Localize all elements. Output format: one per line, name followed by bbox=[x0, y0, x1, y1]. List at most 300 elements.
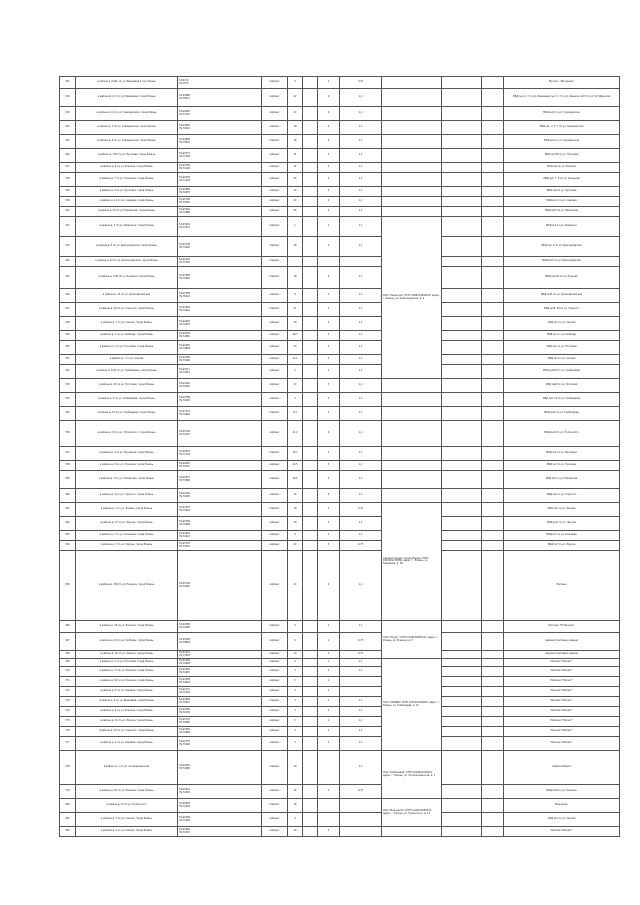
waste-source: МКД №9 по ул. Гражданская bbox=[504, 135, 620, 149]
container-count: 1 bbox=[318, 697, 340, 707]
blank-cell bbox=[482, 107, 504, 121]
latitude: 54.62240 bbox=[179, 381, 190, 385]
surface-type: асфальт bbox=[262, 163, 288, 173]
area-value: 17 bbox=[288, 303, 303, 317]
area-value: 10 bbox=[288, 541, 303, 551]
row-number: 362 bbox=[60, 517, 76, 531]
owner-info-empty bbox=[382, 471, 442, 489]
container-volume: 0,75 bbox=[340, 77, 382, 89]
latitude: 54.62712 bbox=[179, 717, 190, 721]
surface-type: асфальт bbox=[262, 531, 288, 541]
blank-cell bbox=[442, 659, 482, 667]
owner-info-empty bbox=[382, 187, 442, 197]
site-address: в районе д. 1 по ул. Сенная, город Рязань bbox=[76, 317, 178, 331]
area-value: 10 bbox=[288, 751, 303, 785]
latitude: 54.62280 bbox=[179, 658, 190, 662]
owner-info-empty bbox=[382, 447, 442, 461]
blank-cell bbox=[482, 317, 504, 331]
blank-cell bbox=[482, 89, 504, 107]
extra-value bbox=[303, 365, 318, 379]
extra-value bbox=[303, 421, 318, 447]
extra-value bbox=[303, 651, 318, 659]
waste-source: Хлебокомбинат bbox=[504, 751, 620, 785]
surface-type: асфальт bbox=[262, 813, 288, 827]
blank-cell bbox=[482, 737, 504, 751]
extra-value bbox=[303, 659, 318, 667]
blank-cell bbox=[482, 365, 504, 379]
longitude: 39.74612 bbox=[179, 370, 190, 374]
area-value: 1 bbox=[288, 217, 303, 237]
latitude: 54.62934 bbox=[179, 257, 190, 261]
table-row bbox=[60, 659, 620, 667]
container-volume: 1,1 bbox=[340, 163, 382, 173]
row-number: 356 bbox=[60, 421, 76, 447]
waste-source: МКД №2 по ул. Мусорная bbox=[504, 447, 620, 461]
latitude: 54.62458 bbox=[179, 667, 190, 671]
area-value: 14 bbox=[288, 107, 303, 121]
latitude: 54.62722 bbox=[179, 541, 190, 545]
row-number: 370 bbox=[60, 667, 76, 677]
container-volume: 1,1 bbox=[340, 365, 382, 379]
owner-info-empty bbox=[382, 121, 442, 135]
owner-info-empty bbox=[382, 173, 442, 187]
container-count: 3 bbox=[318, 331, 340, 341]
latitude: 54.62451 bbox=[179, 650, 190, 654]
owner-info-empty bbox=[382, 489, 442, 503]
waste-source: МКД №11 по ул. Садовая bbox=[504, 197, 620, 207]
container-volume: 1,1 bbox=[340, 407, 382, 421]
waste-source: МКД №7 по ул. Кольцова bbox=[504, 531, 620, 541]
table-row bbox=[60, 121, 620, 135]
area-value: 3 bbox=[288, 687, 303, 697]
table-row bbox=[60, 489, 620, 503]
table-row bbox=[60, 77, 620, 89]
container-count: 3 bbox=[318, 379, 340, 393]
site-coordinates bbox=[178, 89, 262, 107]
latitude: 54.62896 bbox=[179, 137, 190, 141]
container-count: 4 bbox=[318, 237, 340, 257]
row-number: 330 bbox=[60, 197, 76, 207]
longitude: 39.74916 bbox=[179, 126, 190, 130]
table-row bbox=[60, 707, 620, 717]
blank-cell bbox=[442, 489, 482, 503]
site-address: в районе д. 9 по ул. Горького, город Рязань bbox=[76, 489, 178, 503]
site-coordinates bbox=[178, 331, 262, 341]
latitude: 54.62596 bbox=[179, 707, 190, 711]
latitude: 54.62638 bbox=[179, 815, 190, 819]
row-number: 382 bbox=[60, 827, 76, 837]
area-value: 8 bbox=[288, 289, 303, 303]
longitude: 39.73960 bbox=[179, 720, 190, 724]
blank-cell bbox=[482, 237, 504, 257]
longitude: 39.74625 bbox=[179, 670, 190, 674]
blank-cell bbox=[482, 707, 504, 717]
site-coordinates bbox=[178, 799, 262, 813]
latitude: 54.62728 bbox=[179, 197, 190, 201]
area-value: 2 bbox=[288, 365, 303, 379]
waste-source: Магазин "Магнит" bbox=[504, 827, 620, 837]
site-address: в районе д. 17 по ул. Фрунзе, город Рязань bbox=[76, 517, 178, 531]
container-volume: 1,1 bbox=[340, 173, 382, 187]
owner-info: ООО "Мед.центр" ОГРН 1126234000333, адрес: г. Рязань, ул. Полонского, д. 12 bbox=[382, 799, 442, 827]
surface-type: асфальт bbox=[262, 785, 288, 799]
waste-source: МКД №1/30 по ул. Есенина bbox=[504, 267, 620, 289]
waste-source: МКД №4, 6 по ул. Краснорядская bbox=[504, 237, 620, 257]
blank-cell bbox=[442, 303, 482, 317]
site-coordinates bbox=[178, 707, 262, 717]
blank-cell bbox=[482, 677, 504, 687]
table-row bbox=[60, 503, 620, 517]
area-value: 19 bbox=[288, 187, 303, 197]
container-count: 1 bbox=[318, 677, 340, 687]
extra-value bbox=[303, 717, 318, 727]
longitude: 39.73530 bbox=[179, 200, 190, 204]
waste-source: МКД №5, 7, 9 по ул. Кольцова bbox=[504, 173, 620, 187]
longitude: 39.74080 bbox=[179, 766, 190, 770]
blank-cell bbox=[482, 503, 504, 517]
longitude: 39.74767 bbox=[179, 112, 190, 116]
waste-source: МКД №7/10 по ул. Пугачева bbox=[504, 149, 620, 163]
extra-value bbox=[303, 667, 318, 677]
owner-info: ООО "Ресурс" ОГРН 1106234000145, адрес: г. Рязань, ул. Есенина, д. 5 bbox=[382, 621, 442, 659]
site-address: в районе д. 3 по ул. Некрасова, город Рязань bbox=[76, 471, 178, 489]
area-value: 4 bbox=[288, 813, 303, 827]
owner-info-empty bbox=[382, 197, 442, 207]
container-count: 4 bbox=[318, 121, 340, 135]
longitude: 39.74232 bbox=[179, 432, 190, 436]
area-value: 3 bbox=[288, 77, 303, 89]
container-count: 4 bbox=[318, 207, 340, 217]
container-volume: 1,1 bbox=[340, 341, 382, 355]
blank-cell bbox=[442, 827, 482, 837]
table-row bbox=[60, 531, 620, 541]
blank-cell bbox=[482, 303, 504, 317]
blank-cell bbox=[482, 341, 504, 355]
container-volume: 1,1 bbox=[340, 621, 382, 633]
waste-source: МКД №3/26 по ул. Грибоедова bbox=[504, 365, 620, 379]
blank-cell bbox=[442, 471, 482, 489]
site-coordinates bbox=[178, 121, 262, 135]
site-address: в районе д. 19 по ул. Есенина, город Рязань bbox=[76, 677, 178, 687]
waste-source: МКД №15 по ул. Кремлевский вал bbox=[504, 289, 620, 303]
row-number: 324 bbox=[60, 121, 76, 135]
site-coordinates bbox=[178, 517, 262, 531]
extra-value bbox=[303, 687, 318, 697]
row-number: 373 bbox=[60, 697, 76, 707]
table-row bbox=[60, 517, 620, 531]
container-volume: 1,1 bbox=[340, 489, 382, 503]
blank-cell bbox=[482, 697, 504, 707]
blank-cell bbox=[482, 207, 504, 217]
surface-type: асфальт bbox=[262, 667, 288, 677]
longitude: 39.74253 bbox=[179, 322, 190, 326]
latitude: 54.62741 bbox=[179, 687, 190, 691]
container-volume bbox=[340, 257, 382, 267]
latitude: 54.62030 bbox=[179, 331, 190, 335]
site-coordinates bbox=[178, 727, 262, 737]
row-number: 376 bbox=[60, 727, 76, 737]
waste-source: Мед.центр bbox=[504, 799, 620, 813]
site-address: в районе д. 2 по ул. Почтовая, город Рязань bbox=[76, 659, 178, 667]
blank-cell bbox=[482, 651, 504, 659]
container-count: 2 bbox=[318, 197, 340, 207]
blank-cell bbox=[442, 163, 482, 173]
container-count: 4 bbox=[318, 267, 340, 289]
site-coordinates bbox=[178, 531, 262, 541]
row-number: 348 bbox=[60, 317, 76, 331]
table-row bbox=[60, 799, 620, 813]
site-address: в районе д. 4 по ул. Есенина, город Рязань bbox=[76, 707, 178, 717]
surface-type: асфальт bbox=[262, 149, 288, 163]
site-address: в районе д. 7 по ул. Сенная bbox=[76, 355, 178, 365]
area-value: 11 bbox=[288, 163, 303, 173]
owner-info: ООО "Рязанское" ОГРН 1086234000149, адрес: г. Рязань, ул. Краснорядская, д. 9 bbox=[382, 217, 442, 379]
longitude: 39.74942 bbox=[179, 308, 190, 312]
site-coordinates bbox=[178, 667, 262, 677]
blank-cell bbox=[442, 461, 482, 471]
extra-value bbox=[303, 197, 318, 207]
site-address: в районе д. 9 по ул. Садовая, город Рязань bbox=[76, 687, 178, 697]
latitude: 54.63025 bbox=[179, 449, 190, 453]
container-count: 1 bbox=[318, 659, 340, 667]
blank-cell bbox=[442, 107, 482, 121]
extra-value bbox=[303, 407, 318, 421]
longitude: 39.74862 bbox=[179, 334, 190, 338]
container-volume: 1,1 bbox=[340, 667, 382, 677]
container-count: 3 bbox=[318, 393, 340, 407]
waste-source: Магазин "Магнит" bbox=[504, 659, 620, 667]
longitude: 39.73954 bbox=[179, 544, 190, 548]
site-coordinates bbox=[178, 751, 262, 785]
area-value: 10 bbox=[288, 503, 303, 517]
area-value: 3 bbox=[288, 621, 303, 633]
row-number: 350 bbox=[60, 341, 76, 355]
container-count: 4 bbox=[318, 89, 340, 107]
row-number: 375 bbox=[60, 717, 76, 727]
blank-cell bbox=[482, 461, 504, 471]
latitude: 54.62511 bbox=[179, 367, 190, 371]
waste-source: МКД №7 по ул. Сенная bbox=[504, 355, 620, 365]
waste-source: МКД №6, 10 по ул. Грибоедова bbox=[504, 393, 620, 407]
container-count: 4 bbox=[318, 135, 340, 149]
blank-cell bbox=[442, 237, 482, 257]
waste-source: Магазин "Магнит" bbox=[504, 717, 620, 727]
owner-info-empty bbox=[382, 135, 442, 149]
longitude: 39.74700 bbox=[179, 154, 190, 158]
site-coordinates bbox=[178, 633, 262, 651]
latitude: 54.62804 bbox=[179, 109, 190, 113]
blank-cell bbox=[442, 407, 482, 421]
site-address: в районе д. 7 по ул. Кольцова, город Рязань bbox=[76, 173, 178, 187]
site-address: в районе д. 11 по ул. Садовая, город Рязань bbox=[76, 197, 178, 207]
owner-info: Администрация города Рязани, ОГРН 1026201270260, адрес: г. Рязань, ул. Радищева, д. 28 bbox=[382, 503, 442, 621]
latitude: 54.63294 bbox=[179, 222, 190, 226]
area-value: 18 bbox=[288, 267, 303, 289]
waste-source: МКД №10 по ул. Краснорядская bbox=[504, 257, 620, 267]
site-address: в районе Д. 6, 3 по ул. Вишневая, город Рязань bbox=[76, 89, 178, 107]
extra-value bbox=[303, 341, 318, 355]
surface-type: асфальт bbox=[262, 447, 288, 461]
site-address: в районе д. 19 по ул. Есенина, город Рязань bbox=[76, 621, 178, 633]
table-row bbox=[60, 651, 620, 659]
latitude: 54.62693 bbox=[179, 763, 190, 767]
site-address: в районе д. 2 по ул. Садовая, город Рязань bbox=[76, 737, 178, 751]
site-coordinates bbox=[178, 379, 262, 393]
row-number: 365 bbox=[60, 551, 76, 621]
row-number: 349 bbox=[60, 331, 76, 341]
latitude: 54.62388 bbox=[179, 622, 190, 626]
site-coordinates bbox=[178, 173, 262, 187]
container-count bbox=[318, 257, 340, 267]
blank-cell bbox=[482, 751, 504, 785]
container-count: 3 bbox=[318, 341, 340, 355]
container-volume bbox=[340, 687, 382, 697]
waste-source: МКД №6 по ул. Есенина bbox=[504, 163, 620, 173]
table-row bbox=[60, 751, 620, 785]
area-value: 3 bbox=[288, 697, 303, 707]
extra-value bbox=[303, 471, 318, 489]
row-number: 344 bbox=[60, 257, 76, 267]
table-row bbox=[60, 717, 620, 727]
site-address: в районе д. 20 по ул. Горького, город Рязань bbox=[76, 303, 178, 317]
site-coordinates bbox=[178, 677, 262, 687]
row-number: 380 bbox=[60, 799, 76, 813]
container-count: 4 bbox=[318, 471, 340, 489]
longitude: 39.7573 bbox=[179, 81, 189, 85]
row-number: 325 bbox=[60, 135, 76, 149]
surface-type: асфальт bbox=[262, 517, 288, 531]
waste-source: Административное здание bbox=[504, 633, 620, 651]
row-number: 322 bbox=[60, 89, 76, 107]
row-number: 367 bbox=[60, 633, 76, 651]
surface-type: асфальт bbox=[262, 237, 288, 257]
container-volume bbox=[340, 799, 382, 813]
longitude: 39.74832 bbox=[179, 140, 190, 144]
surface-type: асфальт bbox=[262, 651, 288, 659]
blank-cell bbox=[442, 687, 482, 697]
blank-cell bbox=[442, 813, 482, 827]
blank-cell bbox=[442, 737, 482, 751]
container-volume: 1,1 bbox=[340, 447, 382, 461]
site-address: в районе д. 1 по ул. Свободы, город Рязань bbox=[76, 331, 178, 341]
waste-source: МКД №3 по ул. Пушкина bbox=[504, 461, 620, 471]
latitude: 54.62355 bbox=[179, 727, 190, 731]
site-address: в районе д. 1 по ул. Почтовая, город Рязань bbox=[76, 341, 178, 355]
table-row bbox=[60, 257, 620, 267]
blank-cell bbox=[442, 667, 482, 677]
container-count: 3 bbox=[318, 149, 340, 163]
row-number: 366 bbox=[60, 621, 76, 633]
blank-cell bbox=[442, 785, 482, 799]
longitude: 39.74894 bbox=[179, 640, 190, 644]
site-address: в районе д. 60 по ул. Почтовая, город Рязань bbox=[76, 379, 178, 393]
container-volume: 1,1 bbox=[340, 197, 382, 207]
longitude: 39.74600 bbox=[179, 398, 190, 402]
longitude: 39.74540 bbox=[179, 384, 190, 388]
longitude: 39.74696 bbox=[179, 412, 190, 416]
area-value: 10 bbox=[288, 197, 303, 207]
row-number: 353 bbox=[60, 379, 76, 393]
container-count: 4 bbox=[318, 107, 340, 121]
surface-type: асфальт bbox=[262, 503, 288, 517]
longitude: 39.74126 bbox=[179, 178, 190, 182]
owner-info-empty bbox=[382, 407, 442, 421]
surface-type: асфальт bbox=[262, 677, 288, 687]
surface-type: асфальт bbox=[262, 77, 288, 89]
container-volume: 1,1 bbox=[340, 379, 382, 393]
waste-source: МКД №18, 20 по ул. Горького bbox=[504, 303, 620, 317]
owner-info-empty bbox=[382, 89, 442, 107]
blank-cell bbox=[442, 331, 482, 341]
row-number: 327 bbox=[60, 163, 76, 173]
site-coordinates bbox=[178, 717, 262, 727]
latitude: 54.62801 bbox=[179, 461, 190, 465]
latitude: 54.62882 bbox=[179, 123, 190, 127]
area-value: 11,1 bbox=[288, 355, 303, 365]
table-row bbox=[60, 149, 620, 163]
longitude: 39.74995 bbox=[179, 494, 190, 498]
site-address: в районе д. 3 по ул. Сенная, город Рязань bbox=[76, 813, 178, 827]
surface-type: асфальт bbox=[262, 135, 288, 149]
owner-info-empty bbox=[382, 461, 442, 471]
extra-value bbox=[303, 173, 318, 187]
blank-cell bbox=[442, 717, 482, 727]
surface-type: асфальт bbox=[262, 541, 288, 551]
area-value: 11 bbox=[288, 149, 303, 163]
longitude: 39.74846 bbox=[179, 276, 190, 280]
container-count: 1 bbox=[318, 707, 340, 717]
latitude: 54.62700 bbox=[179, 242, 190, 246]
container-volume: 1,1 bbox=[340, 187, 382, 197]
container-volume: 1,1 bbox=[340, 355, 382, 365]
latitude: 54.62790 bbox=[179, 429, 190, 433]
waste-source: МКД №25 по ул. Некрасова bbox=[504, 207, 620, 217]
site-coordinates bbox=[178, 489, 262, 503]
site-coordinates bbox=[178, 447, 262, 461]
extra-value bbox=[303, 697, 318, 707]
container-volume: 1,1 bbox=[340, 331, 382, 341]
site-coordinates bbox=[178, 303, 262, 317]
site-address: в районе д. 6 по ул. Грибоедова, город Рязань bbox=[76, 393, 178, 407]
longitude: 39.74628 bbox=[179, 661, 190, 665]
blank-cell bbox=[442, 267, 482, 289]
blank-cell bbox=[442, 517, 482, 531]
area-value bbox=[288, 257, 303, 267]
blank-cell bbox=[442, 341, 482, 355]
site-address: в районе д. 300 по ул. Есенина, город Рязань bbox=[76, 551, 178, 621]
site-coordinates bbox=[178, 77, 262, 89]
extra-value bbox=[303, 237, 318, 257]
container-count: 1 bbox=[318, 77, 340, 89]
table-row bbox=[60, 813, 620, 827]
row-number: 371 bbox=[60, 677, 76, 687]
table-row bbox=[60, 621, 620, 633]
surface-type: асфальт bbox=[262, 267, 288, 289]
waste-source: Магазин "Магнит" bbox=[504, 687, 620, 697]
container-count: 4 bbox=[318, 317, 340, 331]
extra-value bbox=[303, 289, 318, 303]
blank-cell bbox=[482, 471, 504, 489]
surface-type: асфальт bbox=[262, 827, 288, 837]
waste-source: МКД №1 по ул. Сенная bbox=[504, 317, 620, 331]
container-count: 2 bbox=[318, 531, 340, 541]
area-value: 10 bbox=[288, 517, 303, 531]
row-number: 357 bbox=[60, 447, 76, 461]
latitude: 54.62977 bbox=[179, 475, 190, 479]
latitude: 54.62700 bbox=[179, 163, 190, 167]
area-value: 3 bbox=[288, 727, 303, 737]
site-coordinates bbox=[178, 621, 262, 633]
